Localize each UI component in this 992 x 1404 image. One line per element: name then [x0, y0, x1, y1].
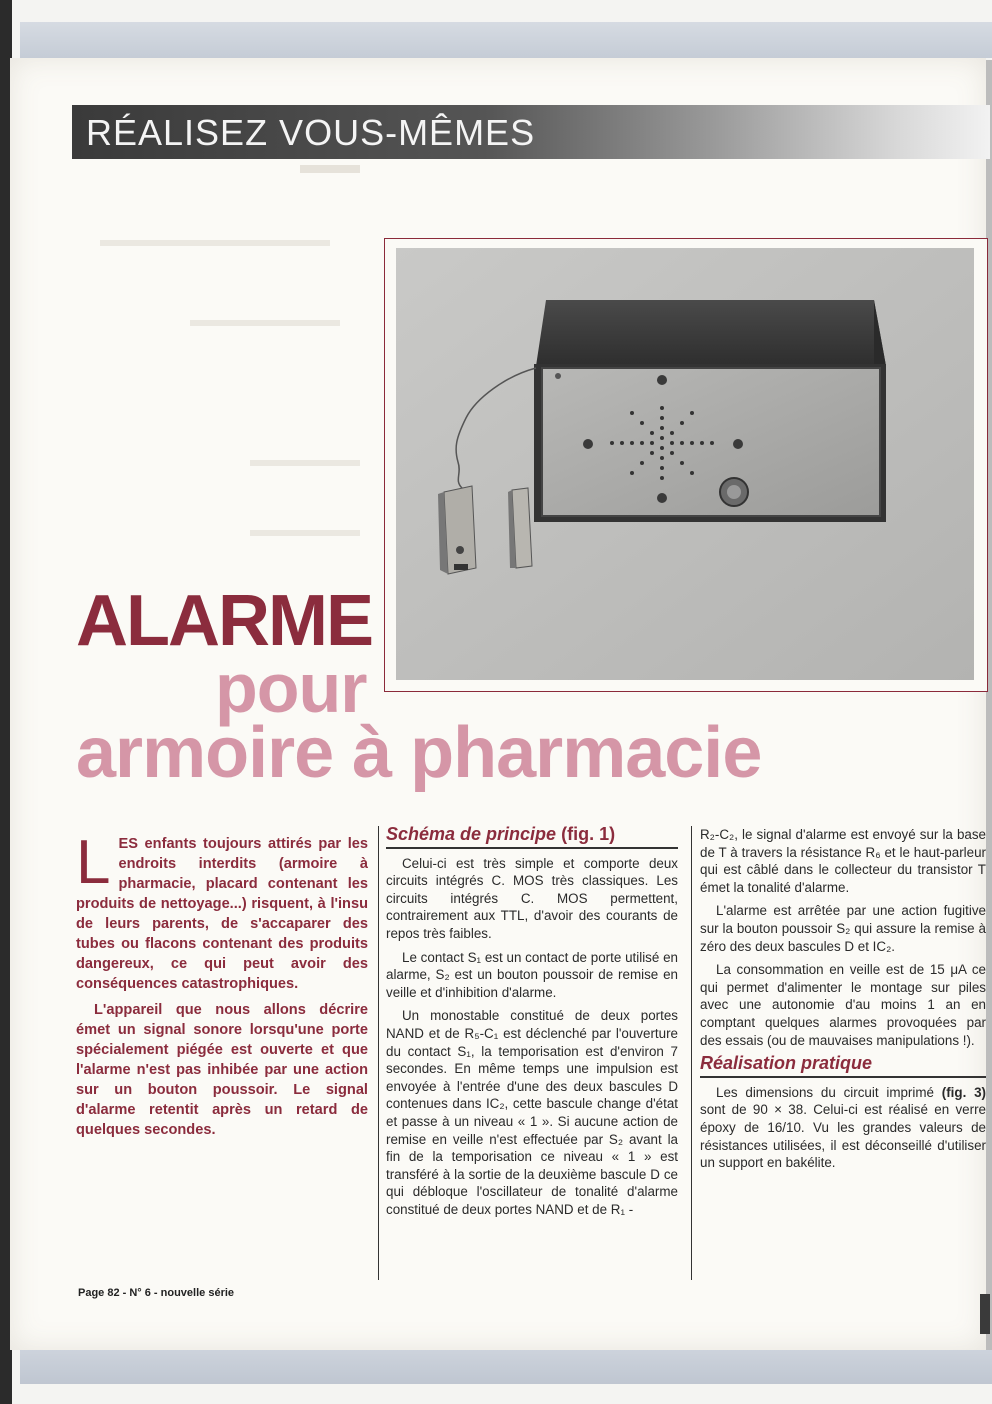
banner-title: RÉALISEZ VOUS-MÊMES — [86, 112, 536, 153]
scan-bottom-edge — [20, 1350, 992, 1384]
heading-text: Schéma de principe — [386, 824, 557, 844]
scan-top-edge — [20, 22, 992, 58]
body-paragraph — [700, 1084, 986, 1172]
body-column-2 — [386, 826, 678, 1224]
figure-reference: (fig. 3) — [941, 1084, 986, 1100]
text-run: sont de 90 × 38. Celui-ci est réalisé en verre époxy de 16/10. Vu les grandes valeurs de résistances utilisées, il est déconseillé d'utiliser un support en bakélite. — [700, 1102, 986, 1171]
body-paragraph: Un monostable constitué de deux portes NAND et de R₅-C₁ est déclenché par l'ouverture du contact S₁, la temporisation est d'environ 7 secondes. En même temps une impulsion est envoyée à l'entrée d'une des deux bascules D contenues dans IC₂, cette bascule change d'état et passe à un niveau « 1 ». Si aucune action de remise en veille n'est effectuée par S₂ avant la fin de la temporisation ce niveau « 1 » est transféré à la sortie de la deuxième bascule D ce qui débloque l'oscillateur de tonalité d'alarme constitué de deux portes NAND et de R₁ - — [386, 1008, 678, 1217]
show-through-mark — [250, 530, 360, 536]
body-paragraph: R₂-C₂, le signal d'alarme est envoyé sur la base de T à travers la résistance R₆ et le haut-parleur qui est câblé dans le collecteur du transistor T émet la tonalité d'alarme. — [700, 827, 986, 895]
body-paragraph: Le contact S₁ est un contact de porte utilisé en alarme, S₂ est un bouton poussoir de remise en veille et d'inhibition d'alarme. — [386, 949, 678, 1000]
intro-column — [76, 828, 368, 1146]
section-heading-schema — [386, 826, 678, 849]
body-column-3 — [700, 826, 986, 1178]
body-paragraph: La consommation en veille est de 15 μA ce qui permet d'alimenter le montage sur piles avec une autonomie d'au moins 1 an en comptant quelques alarmes provoquées par des essais (ou de mauvaises manipulations !). — [700, 962, 986, 1048]
figure-reference: (fig. 1) — [561, 824, 616, 844]
section-heading-realisation: Réalisation pratique — [700, 1055, 986, 1078]
intro-paragraph — [76, 828, 368, 994]
body-paragraph: L'alarme est arrêtée par une action fugitive sur la bouton poussoir S₂ qui assure la remise à zéro des deux bascules D et IC₂. — [700, 903, 986, 954]
show-through-mark — [250, 460, 360, 466]
show-through-mark — [100, 240, 330, 246]
intro-text-2: L'appareil que nous allons décrire émet un signal sonore lorsqu'une porte spécialement piégée est ouverte et que l'alarme n'est pas inhibée par une action sur un bouton poussoir. Le signal d'alarme retentit après un retard de quelques secondes. — [76, 1002, 368, 1138]
body-paragraph: Celui-ci est très simple et comporte deux circuits intégrés C. MOS très classiques. Les circuits intégrés C. MOS permettent, contrairement aux TTL, d'avoir des courants de repos très faibles. — [386, 855, 678, 941]
device-illustration — [396, 248, 974, 680]
alarm-device-photo — [396, 248, 974, 680]
article-title-line3: armoire à pharmacie — [76, 713, 762, 793]
text-run: Les dimensions du circuit imprimé — [716, 1084, 942, 1100]
column-rule — [691, 826, 692, 1280]
show-through-mark — [190, 320, 340, 326]
scan-edge-mark — [980, 1294, 990, 1334]
page-footer: Page 82 - N° 6 - nouvelle série — [78, 1287, 235, 1299]
intro-text-1: ES enfants toujours attirés par les endroits interdits (armoire à pharmacie, placard contenant les produits de nettoyage...) risquent, à l'insu de leurs parents, de s'accaparer des tubes ou flacons contenant des produits dangereux, ce qui peut avoir des conséquences catastrophiques. — [76, 836, 368, 992]
article-title-line2: pour — [215, 649, 367, 727]
article-title-line1: ALARME — [76, 581, 372, 661]
drop-cap: L — [76, 828, 111, 897]
show-through-mark — [300, 165, 360, 173]
column-rule — [378, 826, 379, 1280]
